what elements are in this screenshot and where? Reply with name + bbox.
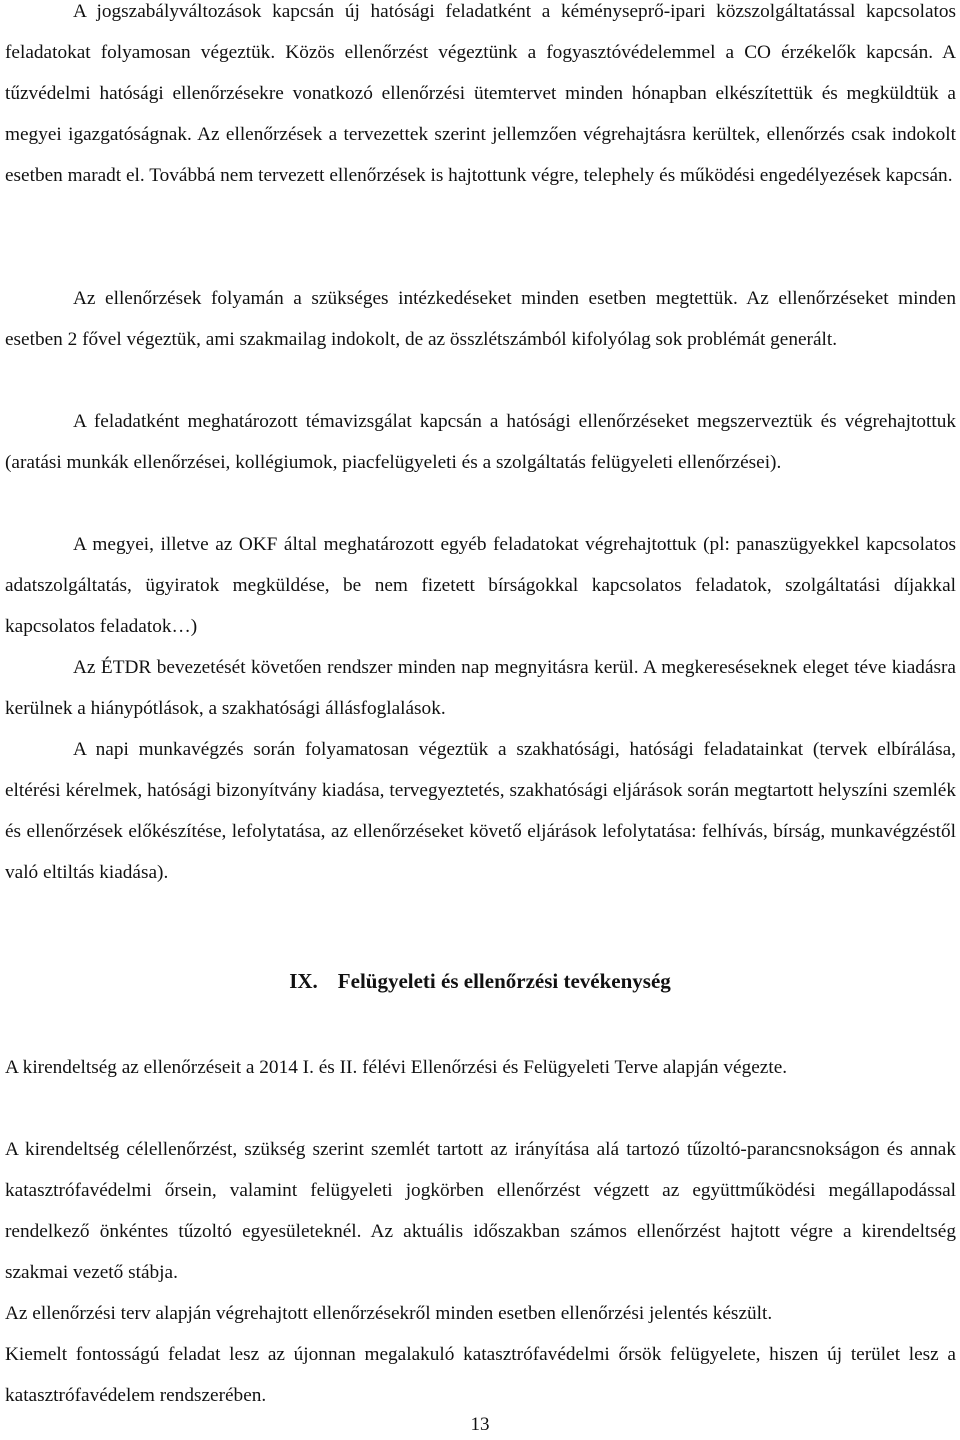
- paragraph-inspection-report: Az ellenőrzési terv alapján végrehajtott ellenőrzésekről minden esetben ellenőrzési jelentés készült.: [5, 1303, 773, 1324]
- section-heading: [0, 961, 960, 1001]
- paragraph-supervision: Kiemelt fontosságú feladat lesz az újonnan megalakuló katasztrófavédelmi őrsök felügyelete, hiszen új terület lesz a katasztrófavédelem rendszerében.: [5, 1344, 956, 1406]
- paragraph-thematic-inspection: A feladatként meghatározott témavizsgálat kapcsán a hatósági ellenőrzéseket megszerveztük és végrehajtottuk (aratási munkák ellenőrzései, kollégiumok, piacfelügyeleti és a szolgáltatás felügyeleti ellenőrzései).: [5, 411, 956, 473]
- section-number: IX.: [289, 969, 318, 993]
- paragraph-chimney-sweep: A jogszabályváltozások kapcsán új hatósági feladatként a kéményseprő-ipari közszolgáltatással kapcsolatos feladatokat folyamosan végeztük. Közös ellenőrzést végeztünk a fogyasztóvédelemmel a CO érzékelők kapcsán. A tűzvédelmi hatósági ellenőrzésekre vonatkozó ellenőrzési ütemtervet minden hónapban elkészítettük és megküldtük a megyei igazgatóságnak. Az ellenőrzések a tervezettek szerint jellemzően végrehajtásra kerültek, ellenőrzés csak indokolt esetben maradt el. Továbbá nem tervezett ellenőrzések is hajtottunk végre, telephely és működési engedélyezések kapcsán.: [5, 1, 956, 186]
- paragraph-other-tasks: A megyei, illetve az OKF által meghatározott egyéb feladatokat végrehajtottuk (pl: panaszügyekkel kapcsolatos adatszolgáltatás, ügyiratok megküldése, be nem fizetett bírságokkal kapcsolatos feladatok, szolgáltatási díjakkal kapcsolatos feladatok…): [5, 534, 956, 637]
- paragraph-target-inspection: A kirendeltség célellenőrzést, szükség szerint szemlét tartott az irányítása alá tartozó tűzoltó-parancsnokságon és annak katasztrófavédelmi őrsein, valamint felügyeleti jogkörben ellenőrzést végzett az együttműködési megállapodással rendelkező önkéntes tűzoltó egyesületeknél. Az aktuális időszakban számos ellenőrzést hajtott végre a kirendeltség szakmai vezető stábja.: [5, 1139, 956, 1283]
- page-number: 13: [470, 1414, 490, 1435]
- paragraph-etdr: Az ÉTDR bevezetését követően rendszer minden nap megnyitásra kerül. A megkereséseknek eleget téve kiadásra kerülnek a hiánypótlások, a szakhatósági állásfoglalások.: [5, 657, 956, 719]
- paragraph-measures: Az ellenőrzések folyamán a szükséges intézkedéseket minden esetben megtettük. Az ellenőrzéseket minden esetben 2 fővel végeztük, ami szakmailag indokolt, de az összlétszámból kifolyólag sok problémát generált.: [5, 288, 956, 350]
- section-title: Felügyeleti és ellenőrzési tevékenység: [337, 969, 671, 993]
- paragraph-daily-work: A napi munkavégzés során folyamatosan végeztük a szakhatósági, hatósági feladatainkat (tervek elbírálása, eltérési kérelmek, hatósági bizonyítvány kiadása, tervegyeztetés, szakhatósági eljárások során megtartott helyszíni szemlék és ellenőrzések előkészítése, lefolytatása, az ellenőrzéseket követő eljárások lefolytatása: felhívás, bírság, munkavégzéstől való eltiltás kiadása).: [5, 739, 956, 883]
- paragraph-plan-basis: A kirendeltség az ellenőrzéseit a 2014 I. és II. félévi Ellenőrzési és Felügyeleti Terve alapján végezte.: [5, 1057, 788, 1078]
